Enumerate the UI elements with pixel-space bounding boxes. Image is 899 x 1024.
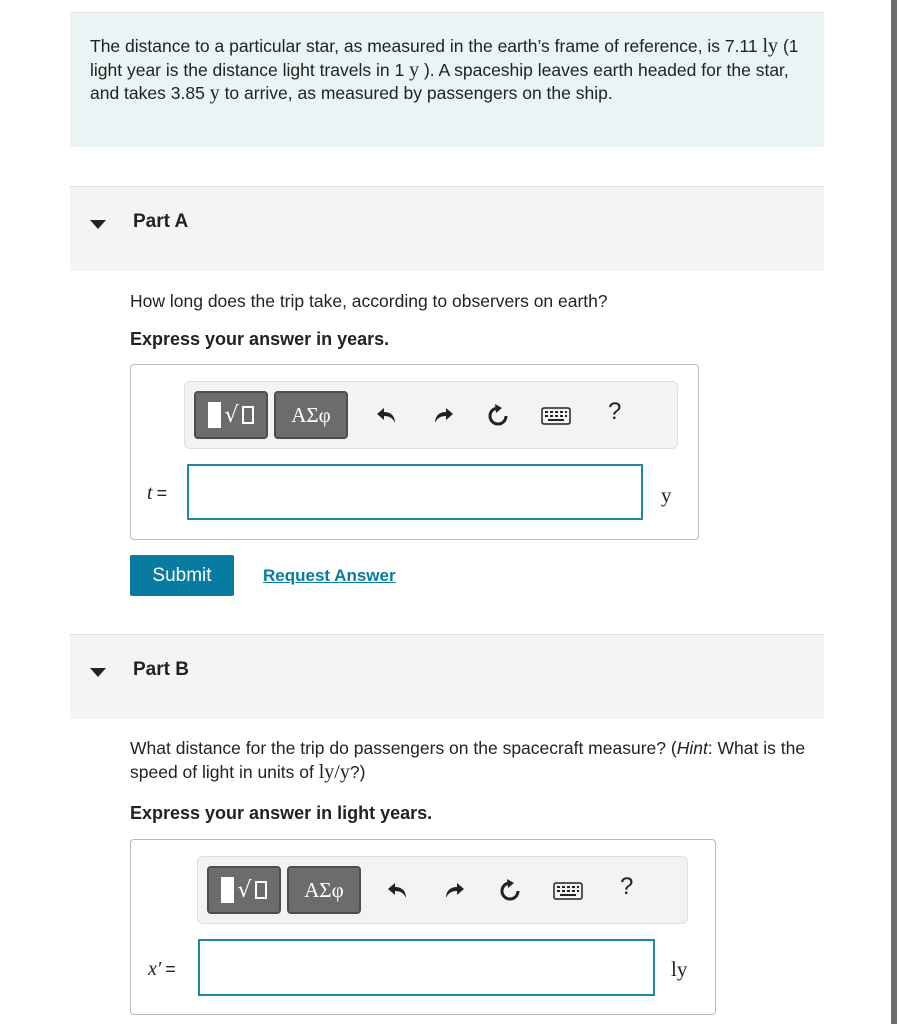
unit-label: y [661,483,672,507]
part-b-question [130,737,810,784]
part-b-answer-box [130,839,716,1015]
variable-name: t [147,482,153,504]
intro-text: The distance to a particular star, as measured in the earth’s frame of reference, is 7.11 [90,36,758,56]
variable-label [147,482,167,505]
equals-sign: = [165,959,176,979]
question-text: : What is the speed of light in units of [130,738,806,782]
templates-button[interactable] [194,391,268,439]
variable-name: x′ [148,958,162,980]
undo-icon[interactable] [372,400,402,432]
collapse-caret-icon[interactable] [90,220,106,229]
part-a-question: How long does the trip take, according to observers on earth? [130,291,608,311]
part-a-instruction: Express your answer in years. [130,329,390,349]
hint-word: Hint [676,738,708,758]
undo-icon[interactable] [383,875,413,907]
intro-text: to arrive, as measured by passengers on the ship. [224,83,613,103]
help-icon[interactable]: ? [608,398,622,425]
part-a-title: Part A [133,211,189,232]
question-units: ly/y [318,760,350,783]
part-a-header[interactable] [70,186,824,271]
question-text: ?) [349,761,366,782]
intro-unit: y [209,82,220,104]
keyboard-icon[interactable] [539,400,573,432]
reset-icon[interactable] [495,875,525,907]
part-a-answer-box [130,364,699,540]
intro-text: (1 light year is the distance light travels in 1 [90,36,799,80]
templates-icon: √ [208,402,253,428]
part-b-header[interactable] [70,634,824,719]
submit-button[interactable]: Submit [130,555,234,596]
redo-icon[interactable] [439,875,469,907]
templates-icon: √ [221,877,266,903]
variable-label [148,958,176,981]
scrollbar[interactable] [889,0,899,1024]
unit-label: ly [671,957,688,981]
symbols-button[interactable]: ΑΣφ [287,866,361,914]
part-a-answer-input[interactable] [187,464,643,520]
problem-statement [70,13,824,147]
collapse-caret-icon[interactable] [90,668,106,677]
reset-icon[interactable] [483,400,513,432]
templates-button[interactable] [207,866,281,914]
part-b-title: Part B [133,659,189,680]
intro-text: ). A spaceship leaves earth headed for the star, and takes 3.85 [90,59,789,103]
help-icon[interactable]: ? [620,873,634,900]
symbols-button[interactable]: ΑΣφ [274,391,348,439]
keyboard-icon[interactable] [551,875,585,907]
math-toolbar [197,856,688,924]
part-b-answer-input[interactable] [198,939,655,996]
equals-sign: = [156,483,168,503]
question-text: What distance for the trip do passengers on the spacecraft measure? ( [130,738,677,758]
math-toolbar [184,381,678,449]
intro-unit: y [409,58,420,81]
part-b-instruction: Express your answer in light years. [130,803,433,823]
redo-icon[interactable] [428,400,458,432]
request-answer-link[interactable]: Request Answer [263,566,396,585]
intro-unit: ly [762,35,779,57]
